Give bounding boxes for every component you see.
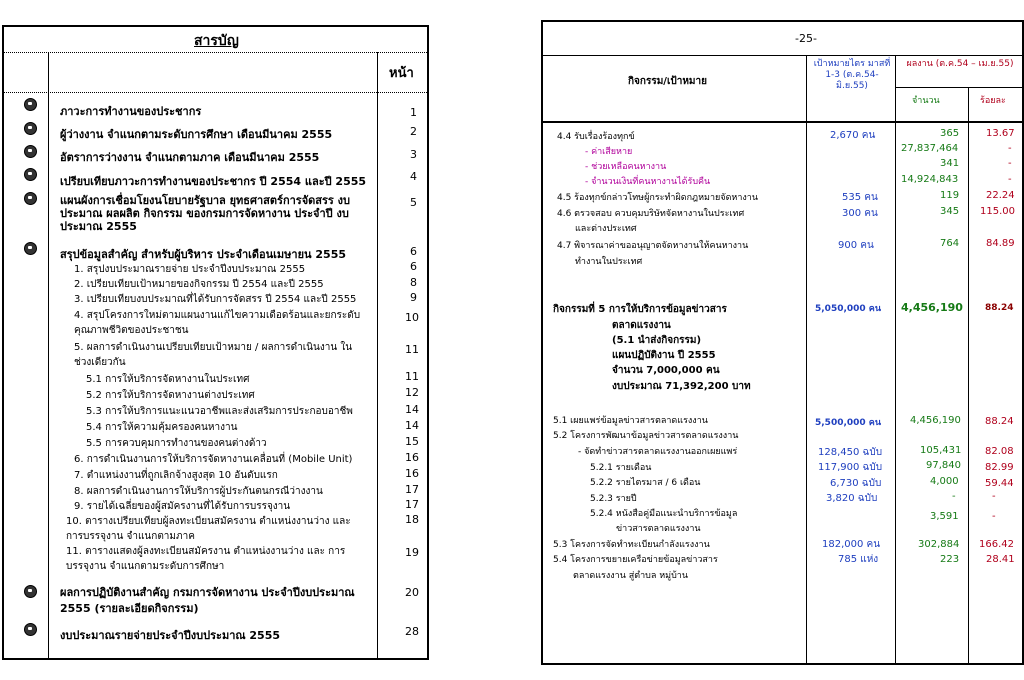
activity5-line: แผนปฏิบัติงาน ปี 2555 [612,350,716,361]
activity5-line: จำนวน 7,000,000 คน [612,365,720,376]
toc-subitem[interactable]: 4. สรุปโครงการใหม่ตามแผนงานแก้ไขความเดือดร้อนและยกระดับ คุณภาพชีวิตของประชาชน [74,310,361,336]
report-col-divider [895,55,896,663]
percent-cell: 115.00 [980,206,1015,217]
toc-item[interactable]: สรุปข้อมูลสำคัญ สำหรับผู้บริหาร ประจำเดือนเมษายน 2555 [60,248,347,261]
percent-cell: 82.08 [985,446,1014,457]
percent-cell: 13.67 [986,128,1015,139]
toc-page-number: 10 [405,311,419,324]
toc-item[interactable]: ภาวะการทำงานของประชากร [60,105,202,118]
amount-cell: 14,924,843 [901,174,959,185]
bullet-icon [24,122,37,135]
percent-cell: - [992,491,996,502]
toc-page-number: 11 [405,343,419,356]
target-cell: 2,670 คน [830,130,876,141]
toc-page-number: 18 [405,513,419,526]
activity5-line: (5.1 นำส่งกิจกรรม) [612,335,702,346]
bullet-icon [24,98,37,111]
col-header-result: ผลงาน (ต.ค.54 – เม.ย.55) [906,59,1014,69]
activity-cell: - จัดทำข่าวสารตลาดแรงงานออกเผยแพร่ [578,447,738,457]
activity-cell: 5.2 โครงการพัฒนาข้อมูลข่าวสารตลาดแรงงาน [553,431,739,441]
bullet-icon [24,168,37,181]
toc-page-number: 17 [405,498,419,511]
activity-cell-continued: และต่างประเทศ [575,224,637,234]
page-number-label: -25- [795,32,817,45]
amount-cell: 119 [940,190,960,201]
toc-item[interactable]: อัตราการว่างงาน จำแนกตามภาค เดือนมีนาคม 2555 [60,151,320,164]
activity-cell-continued: ตลาดแรงงาน สู่ตำบล หมู่บ้าน [573,571,689,581]
amount-cell: - [952,491,956,502]
toc-page-number: 5 [410,196,417,209]
toc-page-number: 16 [405,451,419,464]
col-header-percent: ร้อยละ [980,96,1006,106]
toc-subitem[interactable]: 5.5 การควบคุมการทำงานของคนต่างด้าว [86,438,267,449]
report-col-divider [968,87,969,663]
activity-cell: 4.7 พิจารณาค่าขออนุญาตจัดหางานให้คนหางาน [557,241,749,251]
toc-subitem[interactable]: 5.3 การให้บริการแนะแนวอาชีพและส่งเสริมการประกอบอาชีพ [86,406,353,417]
toc-subitem[interactable]: 10. ตารางเปรียบเทียบผู้ลงทะเบียนสมัครงาน ตำแหน่งงานว่าง และการบรรจุงาน จำแนกตามภาค [66,516,351,542]
toc-subitem[interactable]: 5. ผลการดำเนินงานเปรียบเทียบเป้าหมาย / ผลการดำเนินงาน ในช่วงเดียวกัน [74,342,353,368]
bullet-icon [24,145,37,158]
percent-cell: 22.24 [986,190,1015,201]
percent-cell: 59.44 [985,478,1014,489]
amount-cell: 345 [940,206,960,217]
toc-subitem[interactable]: 6. การดำเนินงานการให้บริการจัดหางานเคลื่อนที่ (Mobile Unit) [74,454,353,465]
toc-item[interactable]: เปรียบเทียบภาวะการทำงานของประชากร ปี 2554 และปี 2555 [60,175,367,188]
toc-subitem[interactable]: 7. ตำแหน่งงานที่ถูกเลิกจ้างสูงสุด 10 อันดับแรก [74,470,278,481]
toc-page-number: 3 [410,148,417,161]
activity-cell-continued: ทำงานในประเทศ [575,257,643,267]
percent-cell: - [1008,158,1012,169]
activity-cell: - จำนวนเงินที่คนหางานได้รับคืน [585,177,711,187]
target-cell: 535 คน [842,192,878,203]
target-cell: 5,500,000 คน [815,418,881,428]
activity-cell: 4.4 รับเรื่องร้องทุกข์ [557,132,635,142]
toc-page-number: 4 [410,170,417,183]
toc-page-number: 17 [405,483,419,496]
activity-cell: 4.5 ร้องทุกข์กล่าวโทษผู้กระทำผิดกฎหมายจัดหางาน [557,193,758,203]
percent-cell: - [1008,174,1012,185]
activity-cell: 5.2.1 รายเดือน [590,463,652,473]
toc-page-number: 16 [405,467,419,480]
toc-page-number: 6 [410,260,417,273]
activity5-amount: 4,456,190 [901,301,963,314]
toc-divider-page [377,52,378,658]
bullet-icon [24,585,37,598]
target-cell: 6,730 ฉบับ [830,478,882,489]
activity5-target: 5,050,000 คน [815,304,881,314]
amount-cell: 302,884 [918,539,960,550]
percent-cell: 82.99 [985,462,1014,473]
target-cell: 128,450 ฉบับ [818,447,883,458]
toc-subheader-rule [4,92,427,93]
activity-cell: 5.4 โครงการขยายเครือข่ายข้อมูลข่าวสาร [553,555,718,565]
activity-cell: 4.6 ตรวจสอบ ควบคุมบริษัทจัดหางานในประเทศ [557,209,745,219]
toc-subitem[interactable]: 2. เปรียบเทียบเป้าหมายของกิจกรรม ปี 2554 และปี 2555 [74,279,324,290]
activity-cell-continued: ข่าวสารตลาดแรงงาน [616,524,701,534]
toc-page-header: หน้า [389,66,414,81]
bullet-icon [24,623,37,636]
activity5-title: กิจกรรมที่ 5 การให้บริการข้อมูลข่าวสาร [553,304,727,315]
toc-subitem[interactable]: 11. ตารางแสดงผู้ลงทะเบียนสมัครงาน ตำแหน่งงานว่าง และ การบรรจุงาน จำแนกตามระดับการศึกษา [66,546,346,572]
activity-cell: 5.2.3 รายปี [590,494,637,504]
target-cell: 182,000 คน [822,539,881,550]
amount-cell: 341 [940,158,960,169]
toc-page-number: 12 [405,386,419,399]
toc-page-number: 20 [405,586,419,599]
toc-item[interactable]: งบประมาณรายจ่ายประจำปีงบประมาณ 2555 [60,629,281,642]
activity-cell: - ค่าเสียหาย [585,147,633,157]
toc-subitem[interactable]: 9. รายได้เฉลี่ยของผู้สมัครงานที่ได้รับการบรรจุงาน [74,501,291,512]
target-cell: 900 คน [838,240,874,251]
toc-page-number: 6 [410,245,417,258]
toc-subitem[interactable]: 8. ผลการดำเนินงานการให้บริการผู้ประกันตนกรณีว่างงาน [74,486,323,497]
bullet-icon [24,192,37,205]
amount-cell: 365 [940,128,960,139]
toc-page-number: 11 [405,370,419,383]
report-col-divider [806,55,807,663]
col-header-target: เป้าหมายไตร มาสที่ 1-3 (ต.ค.54- มิ.ย.55) [813,59,891,91]
amount-cell: 4,456,190 [910,415,961,426]
toc-page-number: 14 [405,403,419,416]
toc-page-number: 1 [410,106,417,119]
activity5-line: ตลาดแรงงาน [612,320,671,331]
amount-cell: 4,000 [930,476,959,487]
activity-cell: 5.2.4 หนังสือคู่มือแนะนำบริการข้อมูล [590,509,738,519]
amount-cell: 3,591 [930,511,959,522]
target-cell: 785 แห่ง [838,554,879,565]
toc-subitem[interactable]: 1. สรุปงบประมาณรายจ่าย ประจำปีงบประมาณ 2555 [74,264,306,275]
toc-page-number: 2 [410,125,417,138]
target-cell: 117,900 ฉบับ [818,462,883,473]
activity-cell: 5.3 โครงการจัดทำทะเบียนกำลังแรงงาน [553,540,710,550]
toc-subitem[interactable]: 3. เปรียบเทียบงบประมาณที่ได้รับการจัดสรร ปี 2554 และปี 2555 [74,294,357,305]
percent-cell: 28.41 [986,554,1015,565]
report-rule [543,55,1023,56]
percent-cell: 84.89 [986,238,1015,249]
amount-cell: 105,431 [920,445,962,456]
toc-item[interactable]: ผลการปฏิบัติงานสำคัญ กรมการจัดหางาน ประจำปีงบประมาณ 2555 (รายละเอียดกิจกรรม) [60,586,355,615]
toc-subitem[interactable]: 5.2 การให้บริการจัดหางานต่างประเทศ [86,390,255,401]
activity-cell: 5.2.2 รายไตรมาส / 6 เดือน [590,478,701,488]
amount-cell: 27,837,464 [901,143,959,154]
toc-subitem[interactable]: 5.4 การให้ความคุ้มครองคนหางาน [86,422,238,433]
col-header-amount: จำนวน [912,96,940,106]
amount-cell: 223 [940,554,960,565]
percent-cell: - [1008,143,1012,154]
toc-page-number: 15 [405,435,419,448]
toc-header-rule [4,52,427,53]
report-rule [543,121,1023,123]
amount-cell: 764 [940,238,960,249]
toc-page-number: 19 [405,546,419,559]
toc-item[interactable]: แผนผังการเชื่อมโยงนโยบายรัฐบาล ยุทธศาสตร์การจัดสรร งบประมาณ ผลผลิต กิจกรรม ของกรมการจัดหางาน ประจำปี งบประมาณ 2555 [60,194,350,233]
activity5-line: งบประมาณ 71,392,200 บาท [612,381,751,392]
percent-cell: 88.24 [985,416,1014,427]
activity-cell: - ช่วยเหลือคนหางาน [585,162,667,172]
report-rule [895,87,1023,88]
toc-title: สารบัญ [194,33,239,49]
toc-divider-bullet [48,52,49,658]
activity5-percent: 88.24 [985,303,1014,313]
toc-page-number: 14 [405,419,419,432]
bullet-icon [24,242,37,255]
amount-cell: 97,840 [926,460,961,471]
target-cell: 300 คน [842,208,878,219]
toc-page-number: 9 [410,291,417,304]
activity-cell: 5.1 เผยแพร่ข้อมูลข่าวสารตลาดแรงงาน [553,416,708,426]
col-header-activity: กิจกรรม/เป้าหมาย [628,76,707,87]
target-cell: 3,820 ฉบับ [826,493,878,504]
toc-item[interactable]: ผู้ว่างงาน จำแนกตามระดับการศึกษา เดือนมีนาคม 2555 [60,128,333,141]
percent-cell: 166.42 [979,539,1014,550]
toc-page-number: 28 [405,625,419,638]
toc-subitem[interactable]: 5.1 การให้บริการจัดหางานในประเทศ [86,374,250,385]
toc-page-number: 8 [410,276,417,289]
percent-cell: - [992,511,996,522]
